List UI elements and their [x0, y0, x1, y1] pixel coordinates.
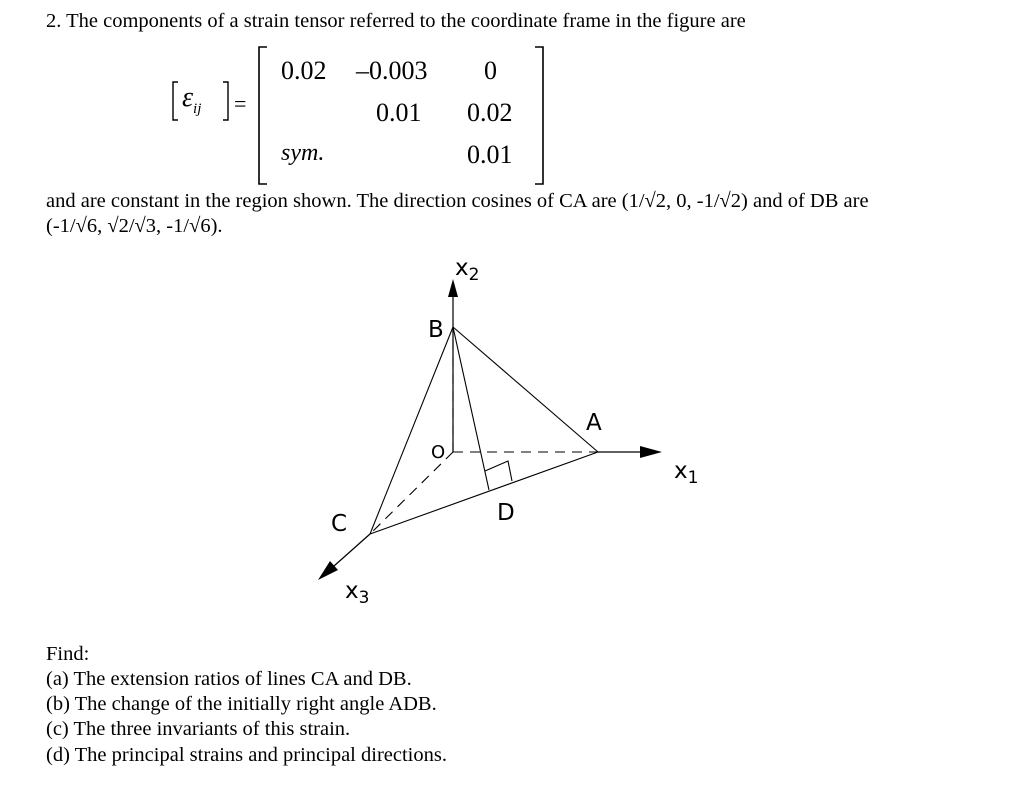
x3-arrowhead-icon [318, 561, 338, 580]
direction-cosines-line-1: and are constant in the region shown. The direction cosines of CA are (1/√2, 0, -1/√2) and of DB are [46, 190, 869, 212]
tensor-cell-33: 0.01 [467, 140, 513, 169]
find-label: Find: [46, 643, 90, 665]
label-C: C [331, 511, 348, 537]
edge-CA [370, 452, 598, 534]
tensor-cell-13: 0 [484, 56, 497, 85]
x3-axis [334, 534, 370, 566]
tensor-sym-label: sym. [281, 140, 325, 166]
edge-BA [453, 327, 598, 452]
label-x3: $x_3$ [345, 578, 370, 608]
direction-cosines-line-2: (-1/√6, √2/√3, -1/√6). [46, 215, 223, 237]
label-O: O [431, 442, 446, 463]
label-B: B [428, 317, 444, 343]
edge-BC [370, 327, 453, 534]
tensor-cell-12: –0.003 [356, 56, 428, 85]
tensor-cell-11: 0.02 [281, 56, 327, 85]
label-x2: $x_2$ [455, 255, 480, 285]
epsilon-subscript: ij [193, 101, 202, 117]
question-part-a: (a) The extension ratios of lines CA and DB. [46, 668, 412, 690]
epsilon-symbol: ε [182, 82, 194, 113]
edge-OC [370, 452, 453, 534]
question-part-d: (d) The principal strains and principal directions. [46, 744, 447, 766]
tensor-cell-23: 0.02 [467, 98, 513, 127]
label-A: A [586, 410, 602, 436]
x2-arrowhead-icon [448, 279, 458, 297]
question-part-b: (b) The change of the initially right angle ADB. [46, 693, 437, 715]
label-D: D [497, 500, 515, 526]
tensor-cell-22: 0.01 [376, 98, 422, 127]
equals-sign: = [234, 91, 247, 116]
label-x1: $x_1$ [674, 458, 699, 488]
question-part-c: (c) The three invariants of this strain. [46, 718, 351, 740]
problem-intro: 2. The components of a strain tensor referred to the coordinate frame in the figure are [46, 10, 746, 32]
edge-BD [453, 327, 489, 490]
x1-arrowhead-icon [640, 446, 662, 458]
right-angle-marker-icon [485, 461, 512, 481]
